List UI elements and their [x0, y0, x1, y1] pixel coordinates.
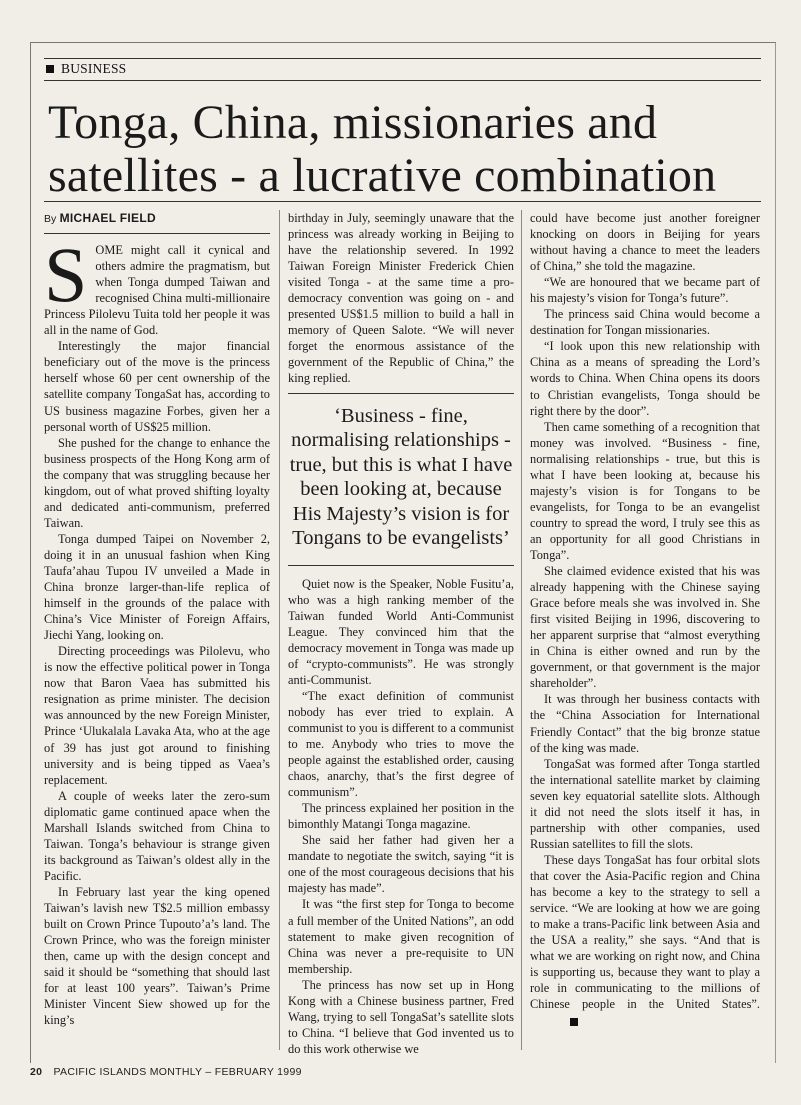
paragraph: The princess said China would become a destination for Tongan missionaries. [530, 307, 760, 338]
paragraph: The princess explained her position in the bimonthly Matangi Tonga magazine. [288, 801, 514, 832]
column-1 [44, 210, 270, 1028]
byline [44, 210, 270, 227]
paragraph-text: These days TongaSat has four orbital slots that cover the Asia-Pacific region and China has become a key to the strategy to sell a service. “We are looking at how we are going to make a trans-Pacific link between Asia and the USA a reality,” she says. “And that is what we are working on right now, and China is supporting us, because they want to play a role in communicating to the millions of Chinese people in the United States”. [530, 852, 760, 1012]
drop-cap: S [44, 231, 88, 319]
paragraph: TongaSat was formed after Tonga startled the international satellite market by claiming seven key equatorial satellite slots. Although it did not need the slots itself it has, in partnership with other companies, used Russian satellites to fill the slots. [530, 756, 760, 851]
pull-quote: ‘Business - fine, normalising relationships - true, but this is what I have been looking at, because His Majesty’s vision is for Tongans to be evangelists’ [289, 404, 513, 550]
paragraph: She pushed for the change to enhance the business prospects of the Hong Kong arm of the company that was struggling because her kingdom, out of what proved shifting loyalty and dedicated anti-communism, preferred Taiwan. [44, 435, 270, 530]
byline-prefix: By [44, 213, 57, 225]
lead-paragraph [44, 231, 270, 338]
paragraph: Tonga dumped Taipei on November 2, doing it in an unusual fashion when King Taufa’ahau Tupou IV unveiled a Made in China bronze larger-than-life replica of himself in the grounds of the palace with China’s Vice Minister of Foreign Affairs, Jiechi Yang, looking on. [44, 531, 270, 643]
section-label: BUSINESS [61, 61, 127, 76]
page-number: 20 [30, 1066, 43, 1078]
paragraph: The princess has now set up in Hong Kong with a Chinese business partner, Fred Wang, trying to sell TongaSat’s satellite slots to China. “I believe that God invented us to do this work otherwise we [288, 977, 514, 1056]
paragraph: Directing proceedings was Pilolevu, who is now the effective political power in Tonga now that Baron Vaea has submitted his resignation as prime minister. The decision was announced by the new Foreign Minister, Prince ‘Ulukalala Lavaka Ata, who at the age of 39 has just got around to finishing university and is being tipped as Vaea’s replacement. [44, 644, 270, 787]
paragraph: Quiet now is the Speaker, Noble Fusitu’a, who was a high ranking member of the Taiwan funded World Anti-Communist League. They convinced him that the democracy movement in Tonga was made up of “crypto-communists”. He was strongly anti-Communist. [288, 576, 514, 687]
section-rule-bottom [44, 80, 761, 81]
paragraph: “I look upon this new relationship with China as a means of spreading the Lord’s words to China. When China opens its doors to Christian evangelists, Tonga should be right there by the door”. [530, 339, 760, 418]
paragraph: birthday in July, seemingly unaware that the princess was already working in Beijing to have the relationship severed. In 1992 Taiwan Foreign Minister Frederick Chien visited Tonga - at the same time a pro-democracy convention was going on - and presented US$1.5 million to build a hall in memory of Queen Salote. “We will never forget the enormous assistance of the government of the Republic of China,” the king replied. [288, 211, 514, 386]
paragraph: In February last year the king opened Taiwan’s lavish new T$2.5 million embassy built on Crown Prince Tupouto’a’s land. The Crown Prince, who was the foreign minister then, came up with the design concept and said it should be “something that should last for at least 100 years”. Taiwan’s Prime Minister Vincent Siew showed up for the king’s [44, 884, 270, 1028]
lead-text: OME might call it cynical and others admire the pragmatism, but when Tonga dumped Taiwan and recognised China multi-millionaire Princess Pilolevu Tuita told her people it was all in the name of God. [44, 243, 270, 338]
paragraph: She claimed evidence existed that his was already happening with the Chinese saying Grace before meals she was involved in. She first visited Beijing in 1996, discovering to her apparent surprise that “almost everything in China is either owned and run by the government, or that government is the major shareholder”. [530, 564, 760, 691]
paragraph: “The exact definition of communist nobody has ever tried to explain. A communist to you is different to a communist to me. Anybody who tries to move the people against the established order, causing chaos, anarchy, that’s the first degree of communism”. [288, 688, 514, 800]
headline-rule [44, 201, 761, 202]
paragraph: It was through her business contacts with the “China Association for International Friendly Contact” that the big bronze statue of the king was made. [530, 692, 760, 755]
paragraph: “We are honoured that we became part of his majesty’s vision for Tonga’s future”. [530, 275, 760, 306]
paragraph: It was “the first step for Tonga to become a full member of the United Nations”, an odd statement to make given recognition of China was never a pre-requisite to UN membership. [288, 897, 514, 976]
last-paragraph [530, 852, 760, 1029]
paragraph: A couple of weeks later the zero-sum diplomatic game continued apace when the Marshall Islands switched from China to Taiwan. Tonga’s behaviour is strange given its background as Taiwan’s oldest ally in the Pacific. [44, 788, 270, 883]
pullquote-rule-top [288, 393, 514, 394]
end-mark-icon [570, 1018, 578, 1026]
paragraph: She said her father had given her a mandate to negotiate the switch, saying “it is one of the most courageous decisions that his majesty has made”. [288, 833, 514, 896]
paragraph: Interestingly the major financial beneficiary out of the move is the princess herself whose 60 per cent ownership of the satellite company TongaSat has, according to US business magazine Forbes, given her a personal worth of US$25 million. [44, 339, 270, 434]
pullquote-rule-bottom [288, 565, 514, 566]
paragraph: could have become just another foreigner knocking on doors in Beijing for years without having a chance to meet the leaders of China,” she told the magazine. [530, 211, 760, 274]
headline: Tonga, China, missionaries and satellites - a lucrative combination [48, 96, 717, 202]
section-header [44, 58, 761, 80]
column-3 [530, 210, 760, 1028]
column-divider [521, 210, 522, 1050]
paragraph: Then came something of a recognition that money was involved. “Business - fine, normalising relationships - true, but this is what I have been looking at, because his majesty’s vision is for Tongans to be evangelists, for Tonga to be an evangelist country to spread the word, I truly see this as an opportunity for all good Christians in Tonga”. [530, 419, 760, 562]
column-2 [288, 210, 514, 1057]
byline-author: MICHAEL FIELD [59, 211, 156, 225]
publication-info: PACIFIC ISLANDS MONTHLY – FEBRUARY 1999 [53, 1066, 302, 1078]
page-footer [30, 1066, 302, 1078]
section-bullet-icon [46, 65, 54, 73]
column-divider [279, 210, 280, 1050]
